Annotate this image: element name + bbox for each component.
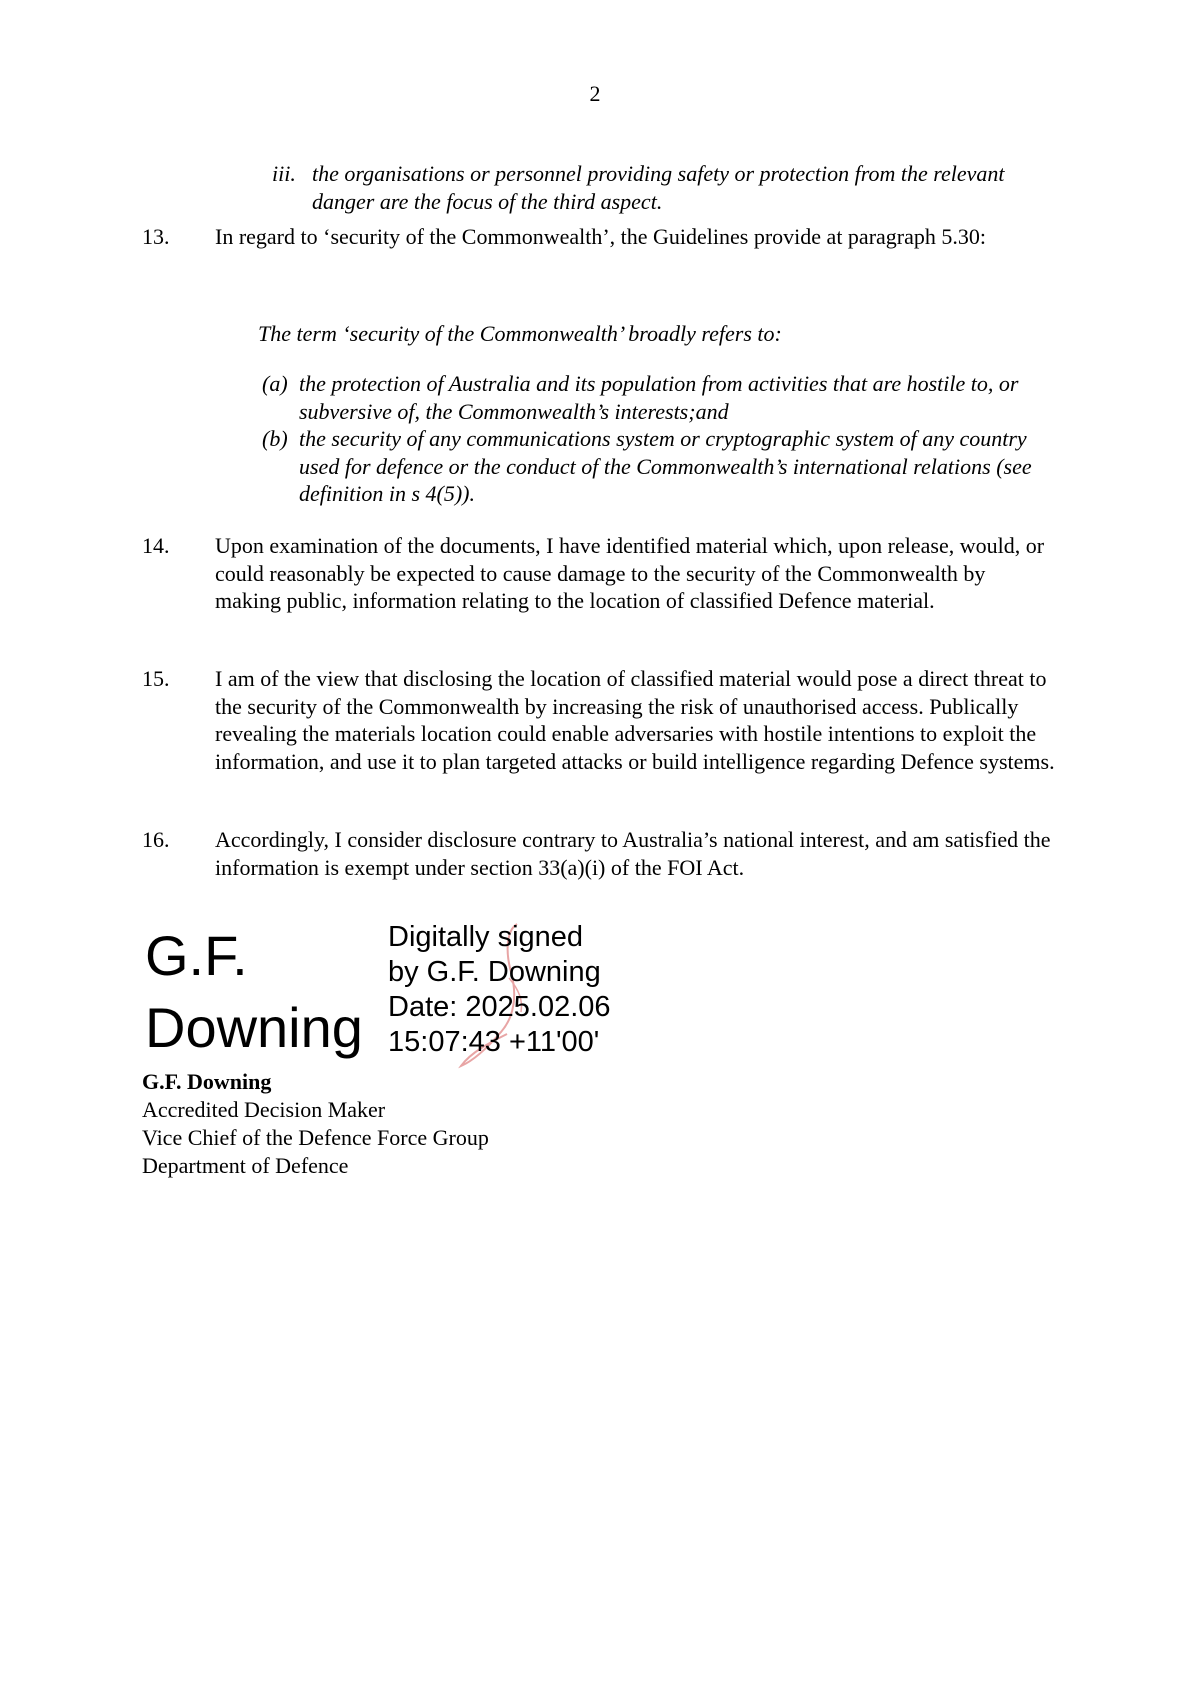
signature-name-large — [145, 920, 363, 1064]
quote-list-item — [262, 425, 1062, 508]
signature-details — [388, 920, 611, 1060]
paragraph-text: Accordingly, I consider disclosure contrary to Australia’s national interest, and am satisfied the information is exempt under section 33(a)(i) of the FOI Act. — [215, 827, 1051, 880]
paragraph-text: In regard to ‘security of the Commonwealth’, the Guidelines provide at paragraph 5.30: — [215, 224, 986, 249]
signatory-department: Department of Defence — [142, 1153, 349, 1178]
paragraph-number: 13. — [142, 224, 170, 249]
signature-detail-line: 15:07:43 +11'00' — [388, 1026, 600, 1058]
paragraph-13 — [142, 223, 1062, 251]
list-marker: iii. — [272, 161, 296, 186]
paragraph-number: 16. — [142, 827, 170, 852]
list-marker: (a) — [262, 371, 288, 396]
list-item-text: the organisations or personnel providing safety or protection from the relevant danger are the focus of the third aspect. — [312, 161, 1005, 214]
signatory-title: Accredited Decision Maker — [142, 1097, 386, 1122]
signature-name-line2: Downing — [145, 996, 363, 1059]
page-number: 2 — [589, 81, 601, 106]
signatory-name: G.F. Downing — [142, 1069, 272, 1094]
paragraph-text: I am of the view that disclosing the location of classified material would pose a direct threat to the security of the Commonwealth by increasing the risk of unauthorised access. Publically revealing the materials location could enable adversaries with hostile intentions to exploit the information, and use it to plan targeted attacks or build intelligence regarding Defence systems. — [215, 666, 1055, 774]
quote-intro: The term ‘security of the Commonwealth’ broadly refers to: — [258, 321, 782, 346]
list-item-text: the protection of Australia and its population from activities that are hostile to, or subversive of, the Commonwealth’s interests;and — [299, 371, 1019, 424]
signature-detail-line: Date: 2025.02.06 — [388, 991, 611, 1023]
list-marker: (b) — [262, 426, 288, 451]
paragraph-number: 15. — [142, 666, 170, 691]
carryover-list-item — [272, 160, 1012, 216]
paragraph-15 — [142, 665, 1062, 775]
signature-detail-line: by G.F. Downing — [388, 956, 601, 988]
signatory-group: Vice Chief of the Defence Force Group — [142, 1125, 489, 1150]
signatory-block — [142, 1068, 489, 1180]
signature-detail-line: Digitally signed — [388, 921, 584, 953]
paragraph-number: 14. — [142, 533, 170, 558]
paragraph-text: Upon examination of the documents, I have identified material which, upon release, would, or could reasonably be expected to cause damage to the security of the Commonwealth by making public, information relating to the location of classified Defence material. — [215, 533, 1045, 613]
quote-list-item — [262, 370, 1062, 425]
signature-name-line1: G.F. — [145, 924, 248, 987]
paragraph-16 — [142, 826, 1062, 881]
list-item-text: the security of any communications system or cryptographic system of any country used for defence or the conduct of the Commonwealth’s international relations (see definition in s 4(5)). — [299, 426, 1032, 506]
paragraph-14 — [142, 532, 1062, 615]
quote-list — [262, 370, 1062, 508]
digital-signature — [145, 920, 665, 1070]
